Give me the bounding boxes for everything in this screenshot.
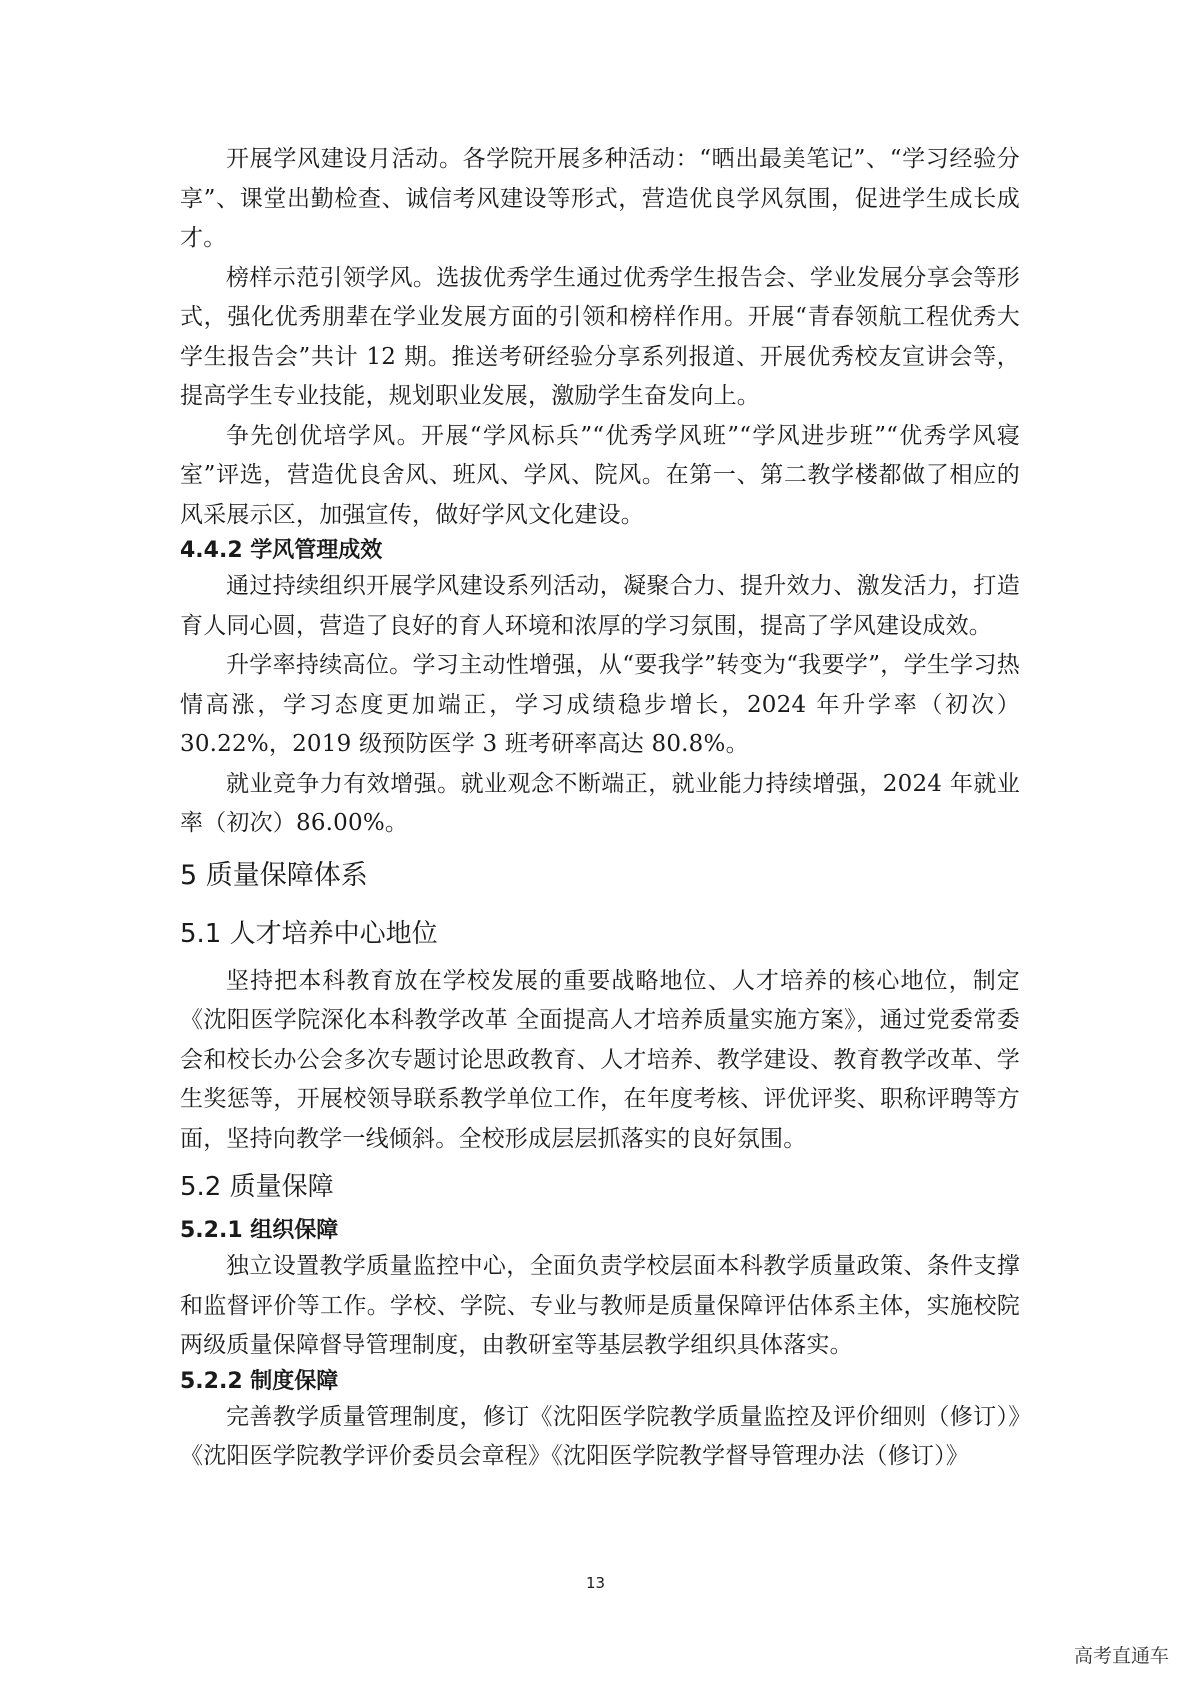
paragraph-5-1: 坚持把本科教育放在学校发展的重要战略地位、人才培养的核心地位，制定《沈阳医学院深化本科教学改革 全面提高人才培养质量实施方案》，通过党委常委会和校长办公会多次专题讨论思政教育、人才培养、教学建设、教育教学改革、学生奖惩等，开展校领导联系教学单位工作，在年度考核、评优评奖、职称评聘等方面，坚持向教学一线倾斜。全校形成层层抓落实的良好氛围。 bbox=[180, 967, 1020, 1152]
document-body bbox=[180, 140, 1020, 1477]
paragraph-5-2-2: 完善教学质量管理制度，修订《沈阳医学院教学质量监控及评价细则（修订）》《沈阳医学院教学评价委员会章程》《沈阳医学院教学督导管理办法（修订）》 bbox=[180, 1403, 1020, 1469]
paragraph-role-models: 榜样示范引领学风。选拔优秀学生通过优秀学生报告会、学业发展分享会等形式，强化优秀朋辈在学业发展方面的引领和榜样作用。开展“青春领航工程优秀大学生报告会”共计 12 期。推送考研经验分享系列报道、开展优秀校友宣讲会等，提高学生专业技能，规划职业发展，激励学生奋发向上。 bbox=[180, 264, 1020, 409]
paragraph-5-2-1: 独立设置教学质量监控中心，全面负责学校层面本科教学质量政策、条件支撑和监督评价等工作。学校、学院、专业与教师是质量保障评估体系主体，实施校院两级质量保障督导管理制度，由教研室等基层教学组织具体落实。 bbox=[180, 1253, 1020, 1358]
paragraph-study-month: 开展学风建设月活动。各学院开展多种活动：“晒出最美笔记”、“学习经验分享”、课堂出勤检查、诚信考风建设等形式，营造优良学风氛围，促进学生成长成才。 bbox=[180, 146, 1020, 251]
page-number: 13 bbox=[585, 1574, 606, 1592]
heading-4-4-2: 4.4.2 学风管理成效 bbox=[180, 538, 383, 563]
heading-5-2-2: 5.2.2 制度保障 bbox=[180, 1368, 339, 1394]
heading-5-2: 5.2 质量保障 bbox=[180, 1172, 334, 1202]
watermark-text: 高考直通车 bbox=[1073, 1645, 1169, 1667]
paragraph-effects: 通过持续组织开展学风建设系列活动，凝聚合力、提升效力、激发活力，打造育人同心圆，营造了良好的育人环境和浓厚的学习氛围，提高了学风建设成效。 bbox=[180, 573, 1020, 639]
paragraph-employment-rate: 就业竞争力有效增强。就业观念不断端正，就业能力持续增强，2024 年就业率（初次）86.00%。 bbox=[180, 770, 1020, 836]
paragraph-excellence: 争先创优培学风。开展“学风标兵”“优秀学风班”“学风进步班”“优秀学风寝室”评选，营造优良舍风、班风、学风、院风。在第一、第二教学楼都做了相应的风采展示区，加强宣传，做好学风文化建设。 bbox=[180, 422, 1020, 528]
heading-5-1: 5.1 人才培养中心地位 bbox=[180, 918, 438, 949]
heading-5-2-1: 5.2.1 组织保障 bbox=[180, 1218, 339, 1243]
heading-5: 5 质量保障体系 bbox=[180, 859, 368, 891]
paragraph-enrollment-rate: 升学率持续高位。学习主动性增强，从“要我学”转变为“我要学”，学生学习热情高涨，学习态度更加端正，学习成绩稳步增长，2024 年升学率（初次）30.22%，2019 级预防医学 3 班考研率高达 80.8%。 bbox=[180, 652, 1020, 757]
